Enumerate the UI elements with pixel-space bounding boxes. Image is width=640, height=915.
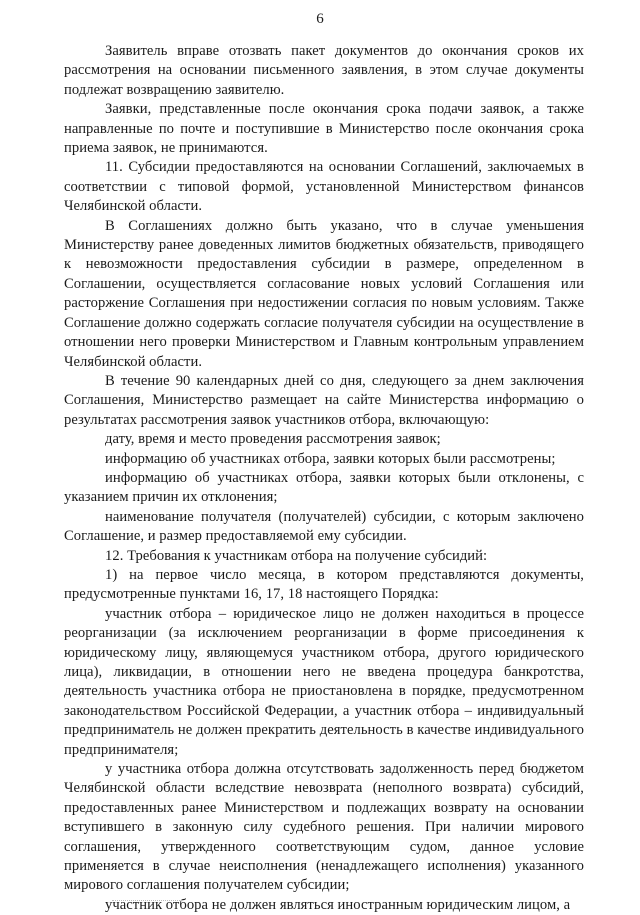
paragraph-item-11: 11. Субсидии предоставляются на основании Соглашений, заключаемых в соответствии с типовой формой, установленной Министерством финансов Челябинской области. — [64, 159, 584, 215]
list-item-rejected: информацию об участниках отбора, заявки которых были отклонены, с указанием причин их отклонения; — [64, 469, 584, 506]
paragraph-agreements: В Соглашениях должно быть указано, что в случае уменьшения Министерству ранее доведенных лимитов бюджетных обязательств, приводящего к невозможности предоставления субсидии в размере, определенном в Соглашении, осуществляется согласование новых условий Соглашения или расторжение Соглашения при недостижении согласия по новым условиям. Также Соглашение должно содержать согласие получателя субсидии на осуществление в отношении него проверки Министерством и Главным контрольным управлением Челябинской области. — [64, 217, 584, 370]
list-item-reviewed: информацию об участниках отбора, заявки которых были рассмотрены; — [105, 450, 556, 467]
page-number: 6 — [316, 11, 324, 27]
paragraph-item-12: 12. Требования к участникам отбора на получение субсидий: — [105, 547, 488, 564]
paragraph-foreign-entity: участник отбора не должен являться иностранным юридическим лицом, а — [105, 896, 571, 913]
paragraph-reorganization: участник отбора – юридическое лицо не должен находиться в процессе реорганизации (за исключением реорганизации в форме присоединения к юридическому лицу, являющемуся участником отбора, другого юридического лица), ликвидации, в отношении него не введена процедура банкротства, деятельность участника отбора не приостановлена в порядке, предусмотренном законодательством Российской Федерации, а участник отбора – индивидуальный предприниматель не должен прекратить деятельность в качестве индивидуального предпринимателя; — [64, 605, 584, 758]
paragraph-debt: у участника отбора должна отсутствовать задолженность перед бюджетом Челябинской области вследствие невозврата (неполного возврата) субсидий, предоставленных ранее Министерством и подлежащих возврату на основании вступившего в законную силу судебного решения. При наличии мирового соглашения, утвержденного соответствующим судом, данное условие применяется в случае неисполнения (ненадлежащего исполнения) указанного мирового соглашения получателем субсидии; — [64, 761, 584, 894]
paragraph-90-days: В течение 90 календарных дней со дня, следующего за днем заключения Соглашения, Министерство размещает на сайте Министерства информацию о результатах рассмотрения заявок участников отбора, включающую: — [64, 372, 584, 428]
paragraph-withdrawal: Заявитель вправе отозвать пакет документов до окончания сроков их рассмотрения на основании письменного заявления, в этом случае документы подлежат возвращению заявителю. — [64, 43, 584, 98]
list-item-recipient: наименование получателя (получателей) субсидии, с которым заключено Соглашение, и размер предоставляемой ему субсидии. — [64, 508, 584, 545]
paragraph-late-applications: Заявки, представленные после окончания срока подачи заявок, а также направленные по почте и поступившие в Министерство после окончания срока приема заявок, не принимаются. — [64, 101, 584, 157]
paragraph-subitem-1: 1) на первое число месяца, в котором представляются документы, предусмотренные пунктами 16, 17, 18 настоящего Порядка: — [64, 566, 584, 603]
document-body — [64, 42, 584, 915]
scan-artifact-line — [112, 900, 182, 902]
list-item-date-time: дату, время и место проведения рассмотрения заявок; — [105, 431, 441, 448]
